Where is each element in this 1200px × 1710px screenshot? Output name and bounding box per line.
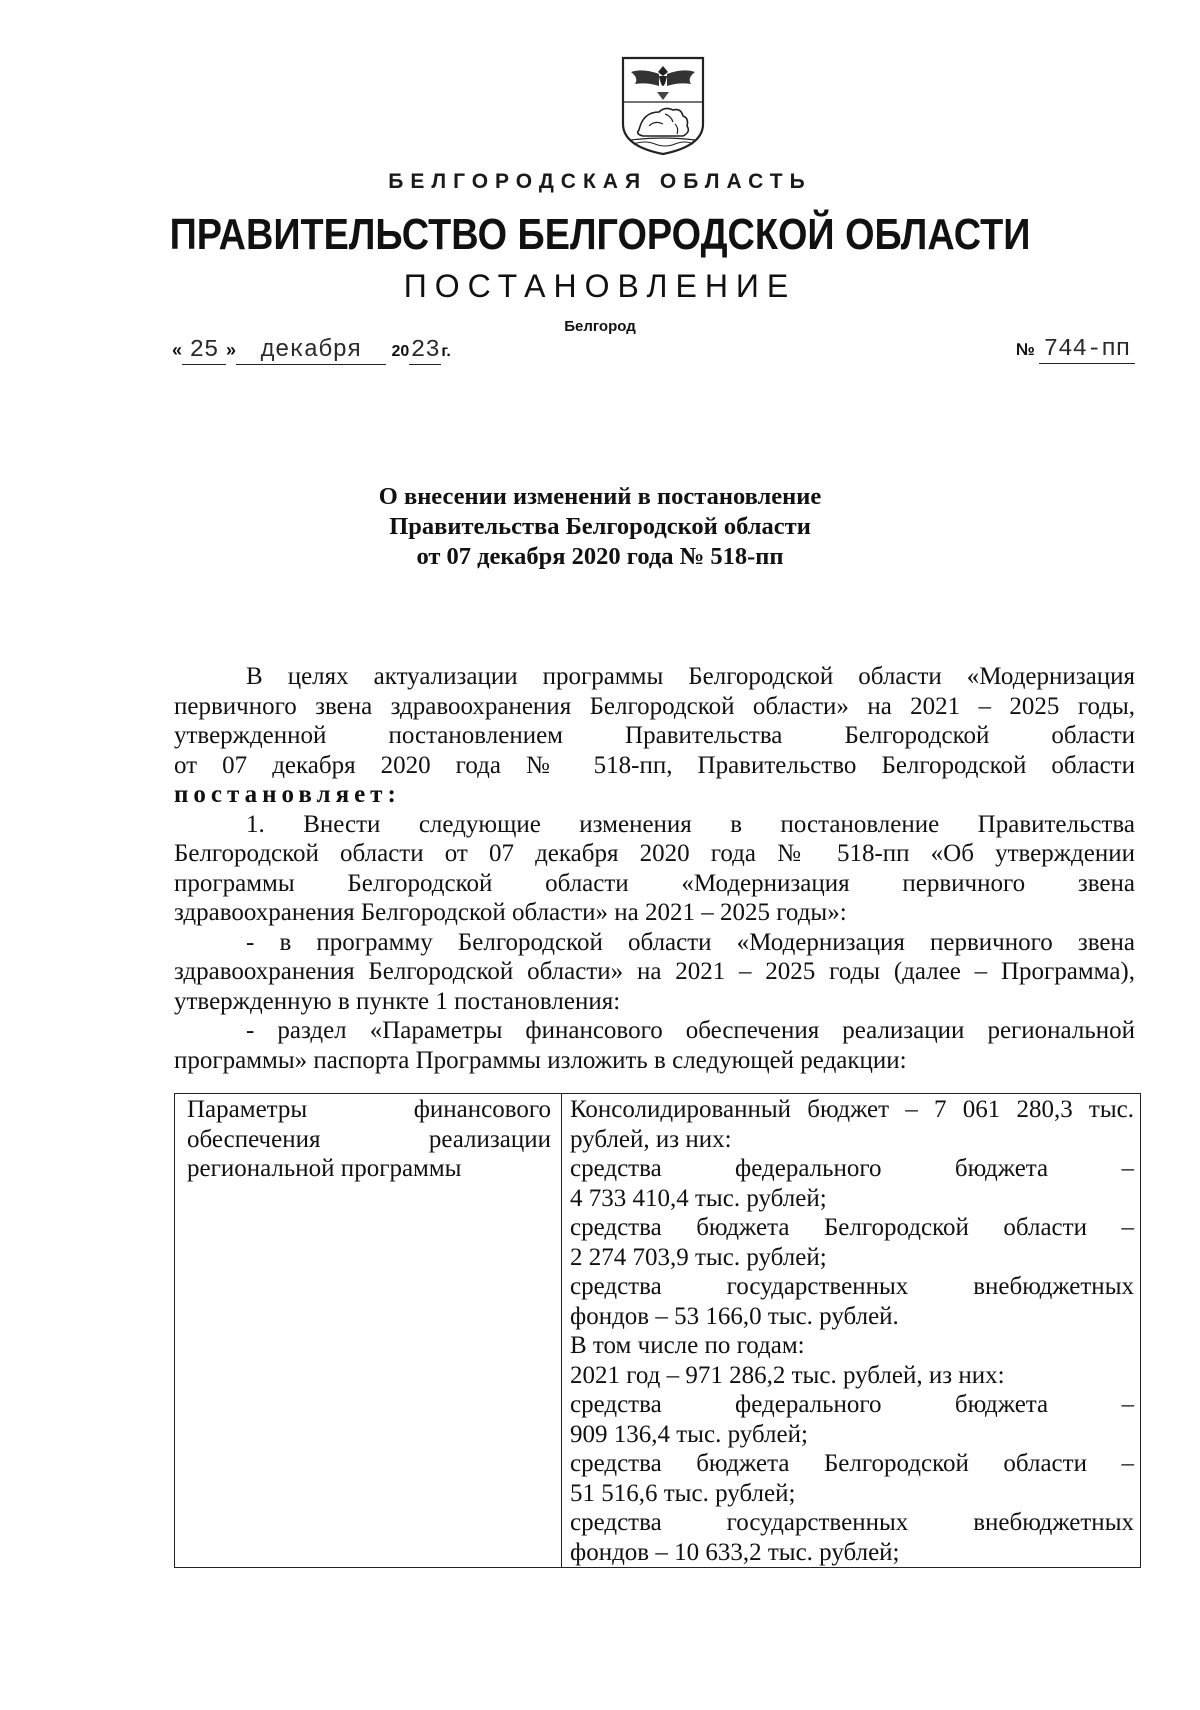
document-body [174,662,1135,1075]
number-value: 744-пп [1039,336,1135,364]
date-day: 25 [182,337,226,365]
title-line: О внесении изменений в постановление [378,483,822,510]
date-open-quote: « [172,340,183,360]
body-line: первичного звена здравоохранения Белгородской области» на 2021 – 2025 годы, [174,692,1135,720]
cell-text: 2 274 703,9 тыс. рублей; [570,1243,827,1271]
cell-text: финансового [413,1096,551,1123]
cell-text: фондов – 10 633,2 тыс. рублей; [570,1538,900,1566]
decree-date [172,336,451,365]
body-line: программы» паспорта Программы изложить в следующей редакции: [174,1046,907,1074]
document-title [0,482,1200,572]
cell-text: обеспечения [187,1125,321,1153]
body-line: здравоохранения Белгородской области» на 2021 – 2025 годы»: [174,899,847,926]
body-line: программы Белгородской области «Модернизация первичного звена [174,869,1135,897]
cell-text: 4 733 410,4 тыс. рублей; [570,1184,827,1212]
cell-text: средства бюджета Белгородской области – [570,1214,1134,1241]
cell-text: средства государственных внебюджетных [570,1509,1134,1536]
parameter-name-cell [175,1094,562,1568]
number-label: № [1016,340,1035,359]
body-line: утвержденной постановлением Правительства Белгородской области [174,722,1135,749]
cell-text: В том числе по годам: [570,1332,805,1359]
cell-text: фондов – 53 166,0 тыс. рублей. [570,1302,899,1330]
region-heading: БЕЛГОРОДСКАЯ ОБЛАСТЬ [388,170,812,193]
body-line: - раздел «Параметры финансового обеспечения реализации региональной [246,1017,1135,1044]
date-month: декабря [236,337,386,365]
body-line: здравоохранения Белгородской области» на 2021 – 2025 годы (далее – Программа), [174,958,1135,985]
financing-table [174,1093,1141,1568]
title-line: от 07 декабря 2020 года № 518-пп [416,543,784,570]
body-line: Белгородской области от 07 декабря 2020 года № 518-пп «Об утверждении [174,840,1135,867]
resolves-word: постановляет: [174,781,401,808]
table-row [175,1094,1141,1568]
date-year-prefix: 20 [391,343,410,360]
date-close-quote: » [226,340,237,360]
cell-text: региональной программы [187,1155,462,1182]
cell-text: средства федерального бюджета – [570,1155,1134,1182]
cell-text: 909 136,4 тыс. рублей; [570,1420,808,1448]
body-line: 1. Внести следующие изменения в постановление Правительства [246,810,1135,838]
decree-number [1016,336,1135,364]
cell-text: 51 516,6 тыс. рублей; [570,1479,796,1507]
body-line: В целях актуализации программы Белгородской области «Модернизация [246,663,1135,690]
date-year-suffix: 23 [410,337,440,364]
cell-text: средства государственных внебюджетных [570,1273,1134,1300]
coat-of-arms-emblem [619,54,707,158]
cell-text: Консолидированный бюджет – 7 061 280,3 тыс. [570,1096,1134,1123]
city-label: Белгород [564,318,636,335]
cell-text: реализации [428,1125,551,1153]
date-year-mark: г. [441,343,451,360]
parameter-value-cell [562,1094,1141,1568]
government-heading: ПРАВИТЕЛЬСТВО БЕЛГОРОДСКОЙ ОБЛАСТИ [169,210,1031,259]
cell-text: 2021 год – 971 286,2 тыс. рублей, из них: [570,1361,1005,1389]
cell-text: средства федерального бюджета – [570,1391,1134,1418]
body-line: - в программу Белгородской области «Модернизация первичного звена [246,928,1135,956]
body-line: от 07 декабря 2020 года № 518-пп, Правительство Белгородской области [174,751,1135,779]
title-line: Правительства Белгородской области [389,513,811,540]
document-type-heading: ПОСТАНОВЛЕНИЕ [403,268,797,304]
body-line: утвержденную в пункте 1 постановления: [174,987,621,1015]
cell-text: средства бюджета Белгородской области – [570,1450,1134,1477]
cell-text: рублей, из них: [570,1125,732,1153]
cell-text: Параметры [187,1096,308,1123]
